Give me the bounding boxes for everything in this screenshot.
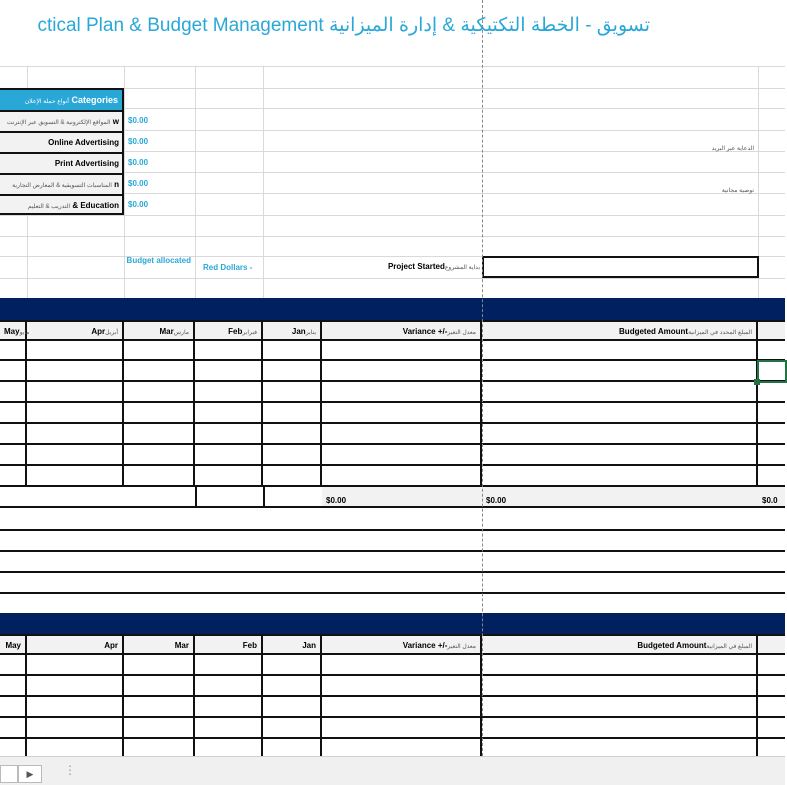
table-cell[interactable] (124, 718, 195, 737)
category-amount: $0.00 (128, 116, 149, 125)
side-note: الدعاية عبر البريد (711, 146, 754, 152)
table-cell[interactable] (124, 403, 195, 422)
table-row (0, 466, 785, 487)
category-label-ar: المواقع الإلكترونية & التسويق عبر الإنترنت (6, 120, 111, 126)
table-row (0, 676, 785, 697)
column-header-label: Budgeted Amount (637, 641, 707, 650)
table-cell[interactable] (0, 403, 27, 422)
table-cell[interactable] (322, 676, 482, 695)
table-cell[interactable] (124, 445, 195, 464)
table-cell[interactable] (0, 676, 27, 695)
table-row (0, 655, 785, 676)
column-header-ar: المبلغ في الميزانية (706, 644, 752, 650)
row-border (0, 529, 785, 531)
table-cell[interactable] (27, 424, 124, 443)
table-cell[interactable] (263, 340, 322, 359)
total-value: $0.00 (326, 496, 347, 505)
table-cell[interactable] (482, 466, 758, 485)
gridline (0, 236, 785, 237)
selected-cell[interactable] (757, 360, 787, 383)
table1-header (0, 320, 785, 341)
table-cell[interactable] (263, 718, 322, 737)
row-border (0, 571, 785, 573)
column-header-ar: مايو (19, 330, 30, 336)
border (263, 487, 265, 506)
category-amount: $0.00 (128, 200, 149, 209)
table-cell[interactable] (482, 718, 758, 737)
column-header-ar: يناير (305, 330, 316, 336)
category-row (0, 152, 122, 173)
table-cell[interactable] (482, 655, 758, 674)
column-header-ar: معدل التغير (447, 330, 476, 336)
gridline (263, 66, 264, 298)
column-header-label: Apr (91, 327, 106, 336)
column-header[interactable] (195, 322, 263, 341)
categories-header-ar: أنواع حملة الإعلان (24, 99, 69, 105)
table-cell[interactable] (27, 697, 124, 716)
categories-header (0, 90, 122, 110)
table-cell[interactable] (322, 424, 482, 443)
table-cell[interactable] (482, 340, 758, 359)
column-header-label: May (4, 327, 20, 336)
table-cell[interactable] (124, 340, 195, 359)
table-cell[interactable] (0, 445, 27, 464)
column-header[interactable] (263, 322, 322, 341)
table-cell[interactable] (0, 424, 27, 443)
table-cell[interactable] (195, 697, 263, 716)
table-cell[interactable] (27, 676, 124, 695)
category-label: n (114, 180, 119, 189)
table-cell[interactable] (0, 340, 27, 359)
column-header-label: May (5, 641, 21, 650)
table-cell[interactable] (27, 655, 124, 674)
category-row (0, 131, 122, 152)
column-header[interactable] (124, 322, 195, 341)
row-border (0, 592, 785, 594)
column-header-label: Variance +/- (402, 327, 448, 336)
column-header[interactable] (0, 636, 27, 655)
table-cell[interactable] (0, 361, 27, 380)
column-header[interactable] (482, 636, 758, 655)
column-header[interactable] (27, 322, 124, 341)
table-cell[interactable] (195, 676, 263, 695)
table2-header (0, 634, 785, 655)
table-cell[interactable] (124, 676, 195, 695)
category-amount: $0.00 (128, 158, 149, 167)
table-cell[interactable] (124, 466, 195, 485)
table1-totals-row (0, 487, 785, 508)
column-header-label: Feb (242, 641, 257, 650)
column-header-ar: المبلغ المحدد في الميزانية (688, 330, 752, 336)
gridline (0, 66, 785, 67)
table-cell[interactable] (482, 676, 758, 695)
table-cell[interactable] (27, 340, 124, 359)
table-cell[interactable] (195, 655, 263, 674)
table-cell[interactable] (27, 718, 124, 737)
column-header-label: Jan (302, 641, 316, 650)
table-cell[interactable] (27, 445, 124, 464)
row-border (0, 550, 785, 552)
table-cell[interactable] (0, 718, 27, 737)
column-header-label: Variance +/- (402, 641, 448, 650)
table-cell[interactable] (482, 424, 758, 443)
table-cell[interactable] (322, 403, 482, 422)
table-row (0, 340, 785, 361)
table-cell[interactable] (482, 382, 758, 401)
column-header-label: Mar (159, 327, 174, 336)
table-cell[interactable] (482, 403, 758, 422)
total-value: $0.0 (762, 496, 778, 505)
column-header[interactable] (482, 322, 758, 341)
column-header-label: Budgeted Amount (619, 327, 689, 336)
column-header-label: Feb (228, 327, 243, 336)
column-header-ar: أبريل (105, 330, 118, 336)
table-cell[interactable] (482, 697, 758, 716)
table-row (0, 361, 785, 382)
table-row (0, 697, 785, 718)
table-cell[interactable] (0, 655, 27, 674)
table-row (0, 718, 785, 739)
table1-band (0, 298, 785, 320)
gridline (0, 278, 785, 279)
side-note: توصية مجانية (721, 188, 754, 194)
table-cell[interactable] (0, 697, 27, 716)
tab-splitter-handle[interactable]: ⋮ (64, 763, 76, 777)
red-dollars-label: Red Dollars - (203, 263, 253, 272)
table-cell[interactable] (322, 655, 482, 674)
table-cell[interactable] (27, 403, 124, 422)
table-cell[interactable] (263, 361, 322, 380)
project-started-label (330, 262, 480, 271)
table-cell[interactable] (27, 382, 124, 401)
table-cell[interactable] (322, 466, 482, 485)
category-amount: $0.00 (128, 137, 149, 146)
arrow-right-icon: ▶ (26, 769, 34, 779)
table-cell[interactable] (124, 382, 195, 401)
fill-handle[interactable] (754, 379, 760, 385)
table-cell[interactable] (322, 718, 482, 737)
table-cell[interactable] (263, 403, 322, 422)
column-header-ar: مارس (173, 330, 189, 336)
table-cell[interactable] (322, 445, 482, 464)
table-row (0, 382, 785, 403)
table-cell[interactable] (322, 361, 482, 380)
column-header[interactable] (195, 636, 263, 655)
table-cell[interactable] (482, 445, 758, 464)
table-cell[interactable] (0, 466, 27, 485)
table-cell[interactable] (0, 382, 27, 401)
category-label: Online Advertising (48, 138, 119, 147)
categories-box (0, 88, 124, 215)
category-label-ar: المناسبات التسويقية & المعارض التجارية (12, 183, 112, 189)
column-header-ar: معدل التغير (447, 644, 476, 650)
project-started-ar: بداية المشروع (444, 265, 480, 271)
table-cell[interactable] (27, 466, 124, 485)
table-cell[interactable] (263, 676, 322, 695)
project-started-input[interactable] (482, 256, 759, 278)
gridline (195, 66, 196, 298)
category-label-ar: التدريب & التعليم (27, 204, 71, 210)
table-row (0, 403, 785, 424)
column-header[interactable] (322, 322, 482, 341)
column-header[interactable] (124, 636, 195, 655)
table-row (0, 445, 785, 466)
prev-sheet-button[interactable] (0, 765, 18, 783)
table-cell[interactable] (263, 466, 322, 485)
table-cell[interactable] (322, 340, 482, 359)
category-row (0, 110, 122, 131)
page-break-line (482, 0, 483, 756)
table-cell[interactable] (195, 403, 263, 422)
table-cell[interactable] (263, 424, 322, 443)
table-cell[interactable] (263, 655, 322, 674)
category-label: Print Advertising (54, 159, 119, 168)
table-cell[interactable] (124, 424, 195, 443)
total-value: $0.00 (486, 496, 507, 505)
table-cell[interactable] (195, 466, 263, 485)
column-header[interactable] (263, 636, 322, 655)
table-cell[interactable] (322, 697, 482, 716)
table-cell[interactable] (263, 445, 322, 464)
table-cell[interactable] (195, 445, 263, 464)
table-cell[interactable] (195, 424, 263, 443)
table2-band (0, 613, 785, 635)
table-cell[interactable] (263, 697, 322, 716)
column-header-label: Apr (104, 641, 118, 650)
category-row (0, 194, 122, 215)
gridline (0, 215, 785, 216)
table-cell[interactable] (322, 382, 482, 401)
category-label: w (112, 117, 119, 126)
table-cell[interactable] (195, 340, 263, 359)
category-amount: $0.00 (128, 179, 149, 188)
column-header[interactable] (322, 636, 482, 655)
column-header-label: Jan (291, 327, 306, 336)
category-row (0, 173, 122, 194)
sheet-title: ctical Plan & Budget Management تسويق - الخطة التكتيكية & إدارة الميزانية (37, 15, 650, 36)
table-cell[interactable] (195, 718, 263, 737)
table-cell[interactable] (195, 361, 263, 380)
table-cell[interactable] (124, 697, 195, 716)
column-header[interactable] (0, 322, 30, 341)
table-cell[interactable] (482, 361, 758, 380)
next-sheet-button[interactable] (18, 765, 42, 783)
column-header-ar: فبراير (242, 330, 257, 336)
column-header-label: Mar (174, 641, 189, 650)
table-cell[interactable] (195, 382, 263, 401)
category-label: & Education (72, 201, 119, 210)
table-cell[interactable] (124, 361, 195, 380)
project-started-en: Project Started (387, 262, 445, 271)
column-header[interactable] (27, 636, 124, 655)
budget-allocated-label: Budget allocated (126, 256, 191, 265)
categories-header-label: Categories (71, 95, 118, 105)
table-cell[interactable] (124, 655, 195, 674)
totals-fill (322, 487, 785, 506)
sheet-tab-bar (0, 756, 785, 785)
table-cell[interactable] (263, 382, 322, 401)
table-row (0, 424, 785, 445)
table-cell[interactable] (27, 361, 124, 380)
border (195, 487, 197, 506)
